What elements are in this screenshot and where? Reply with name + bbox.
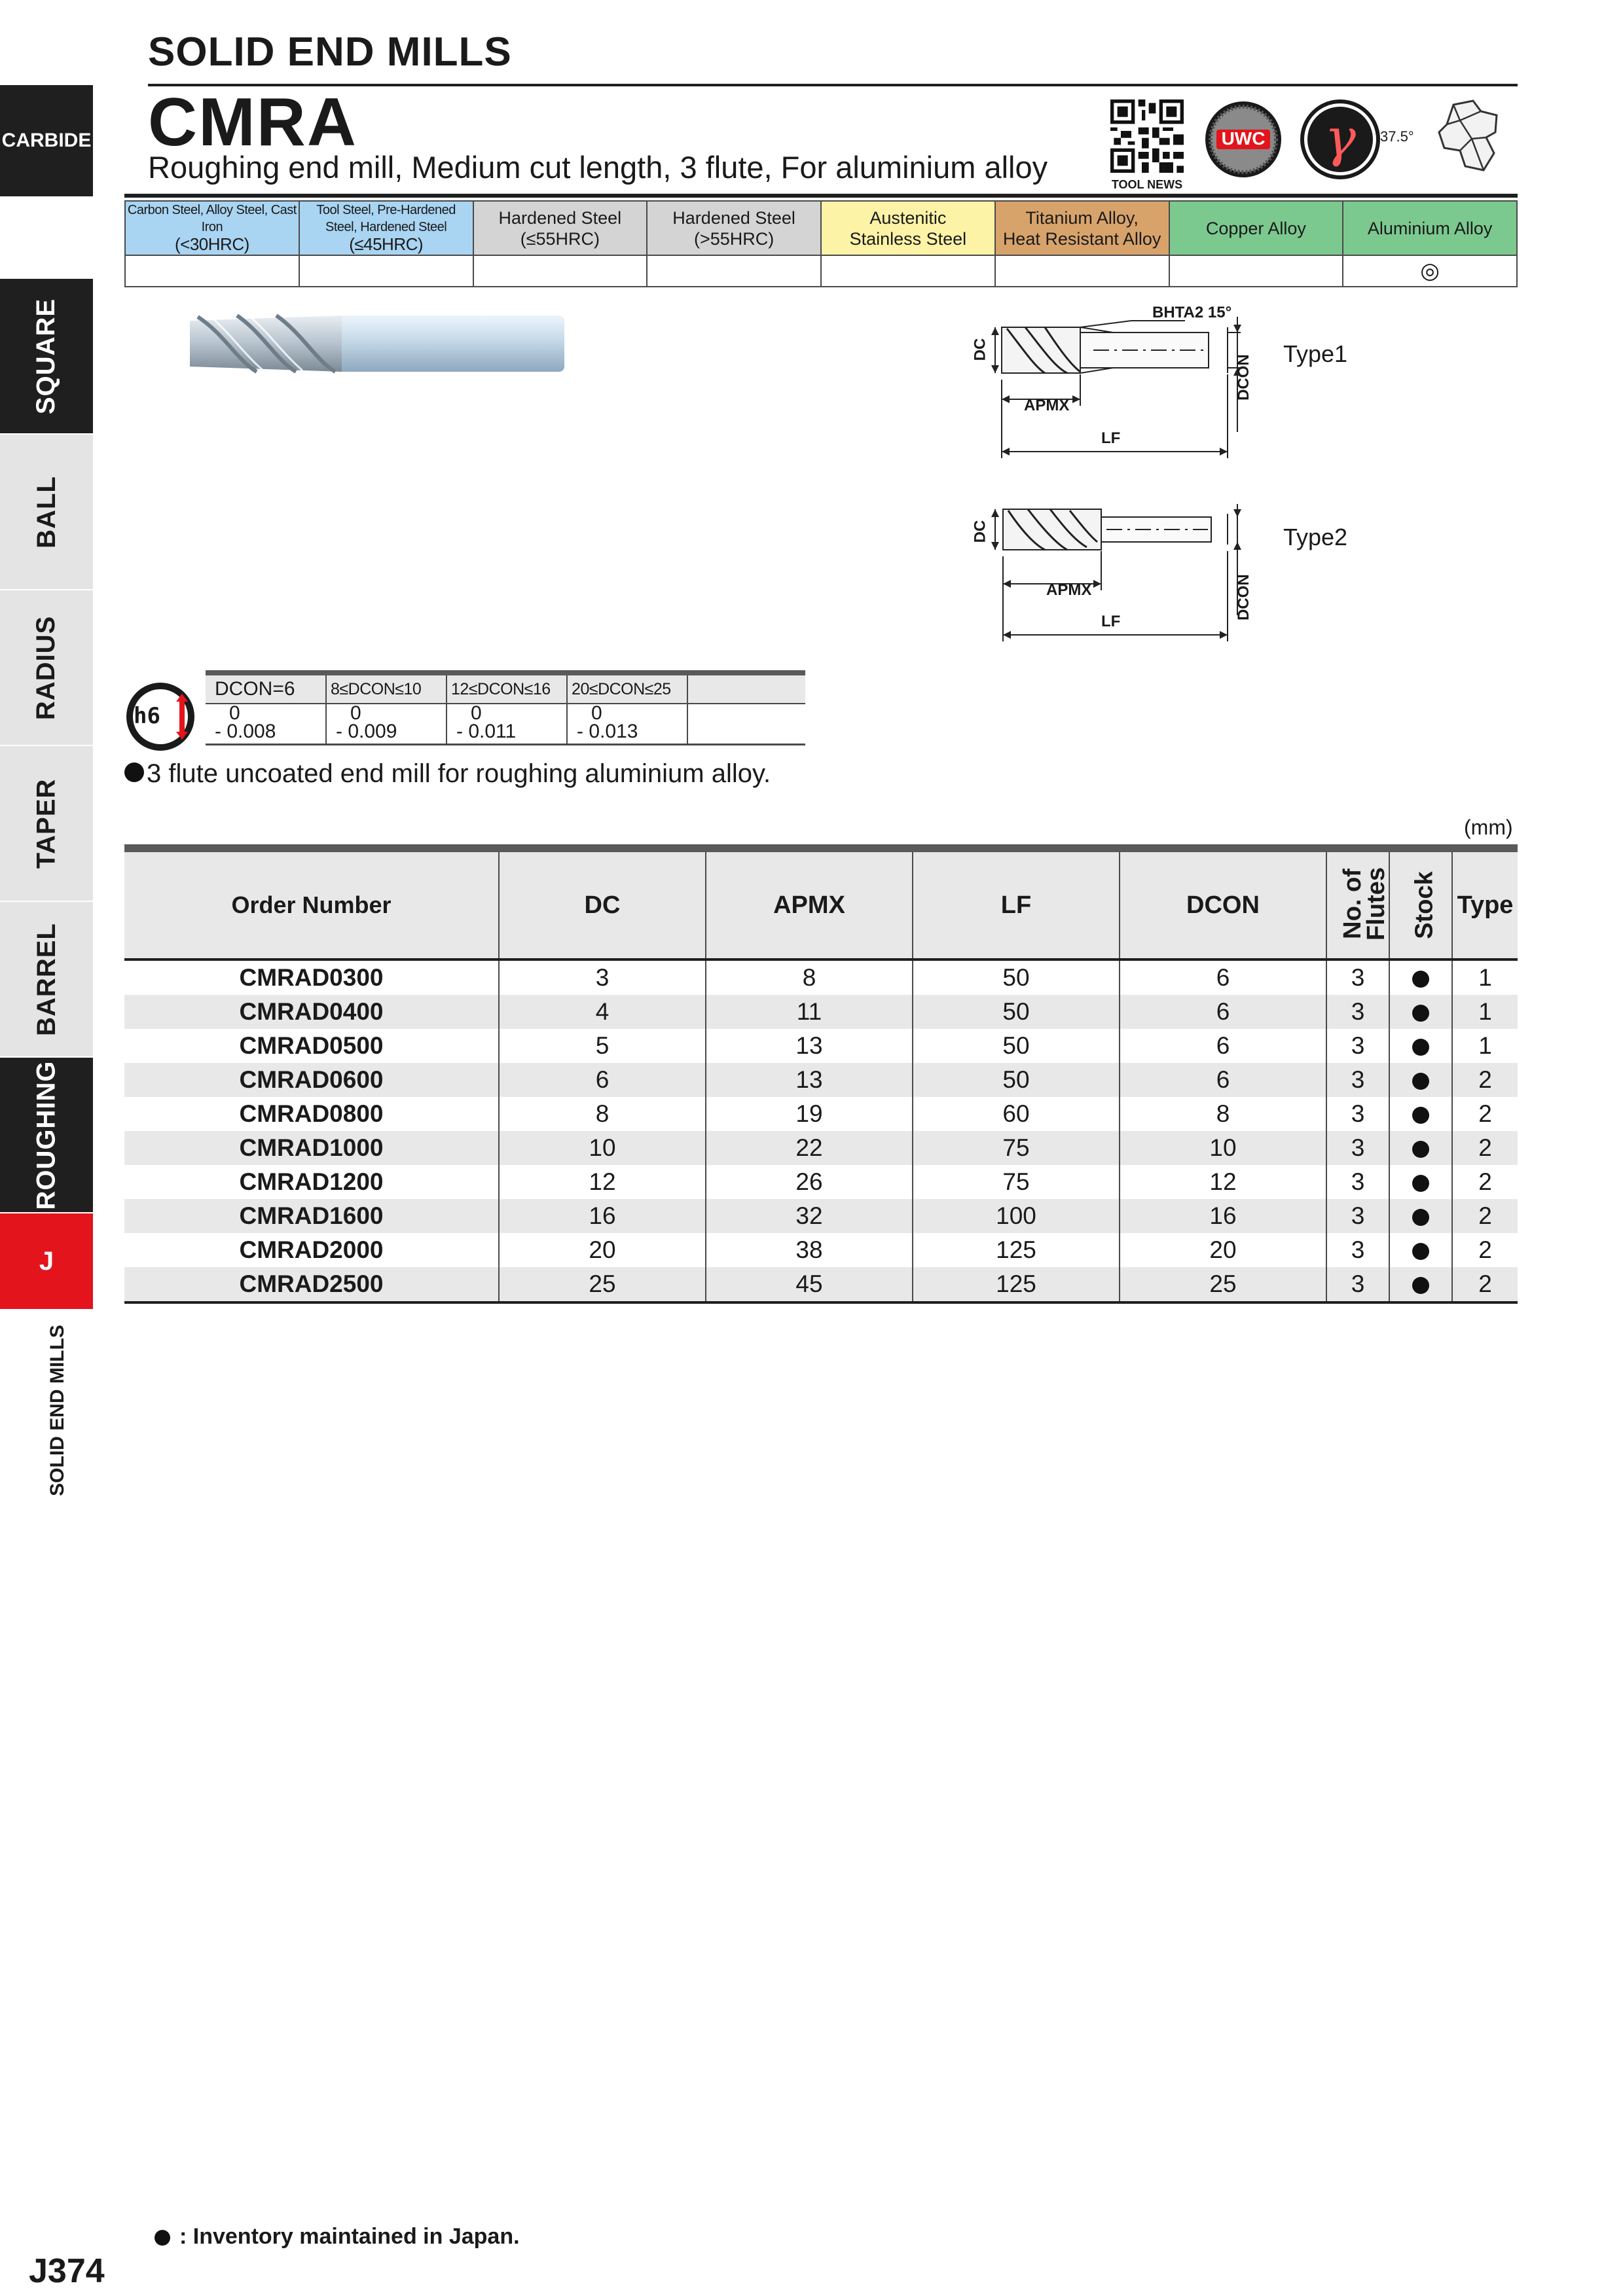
rake-angle-icon [1300, 99, 1380, 179]
cell-dc: 3 [499, 960, 706, 995]
col-dcon: DCON [1120, 848, 1326, 960]
product-table [124, 844, 1518, 1304]
cell-apmx: 38 [706, 1233, 913, 1267]
rating-aluminium-alloy: ◎ [1343, 255, 1517, 287]
tab-taper-label: TAPER [31, 778, 61, 869]
material-copper-alloy: Copper Alloy [1169, 201, 1343, 255]
cell-order: CMRAD2500 [124, 1267, 499, 1302]
stock-dot-icon [1412, 1209, 1429, 1226]
tab-carbide[interactable] [0, 85, 93, 196]
cell-type: 1 [1452, 995, 1518, 1029]
bullet-icon [124, 762, 144, 782]
cell-lf: 50 [913, 995, 1120, 1029]
col-lf: LF [913, 848, 1120, 960]
stock-dot-icon [1412, 1039, 1429, 1056]
material-aluminium-alloy: Aluminium Alloy [1343, 201, 1517, 255]
cell-apmx: 45 [706, 1267, 913, 1302]
cell-dc: 6 [499, 1063, 706, 1097]
col-flutes: No. of Flutes [1326, 848, 1389, 960]
cell-lf: 100 [913, 1199, 1120, 1233]
cell-dc: 5 [499, 1029, 706, 1063]
cell-dcon: 6 [1120, 1063, 1326, 1097]
cell-type: 2 [1452, 1199, 1518, 1233]
rating-carbon-steel [125, 255, 299, 287]
tab-taper[interactable] [0, 746, 93, 901]
cell-order: CMRAD1600 [124, 1199, 499, 1233]
cell-dc: 16 [499, 1199, 706, 1233]
cell-stock [1389, 1097, 1452, 1131]
unit-note: (mm) [1464, 816, 1513, 839]
h6-label: h6 [134, 703, 160, 729]
tol-head-2: 8≤DCON≤10 [326, 673, 447, 704]
cell-apmx: 19 [706, 1097, 913, 1131]
stock-dot-icon [1412, 971, 1429, 988]
cell-apmx: 8 [706, 960, 913, 995]
tol-value-5 [687, 704, 805, 745]
tab-square[interactable] [0, 279, 93, 433]
cell-order: CMRAD1200 [239, 1168, 384, 1195]
material-suitability-table [124, 200, 1518, 287]
tab-chapter-j[interactable] [0, 1213, 93, 1309]
feature-text: 3 flute uncoated end mill for roughing aluminium alloy. [147, 759, 771, 788]
cell-flutes: 3 [1326, 1131, 1389, 1165]
rating-tool-steel [299, 255, 473, 287]
table-row [124, 1097, 1518, 1131]
table-row [124, 1199, 1518, 1233]
cell-order: CMRAD2000 [239, 1236, 384, 1263]
dim-apmx-type2: APMX [1046, 581, 1092, 599]
cell-dcon: 16 [1120, 1199, 1326, 1233]
col-stock: Stock [1389, 848, 1452, 960]
tab-barrel-label: BARREL [31, 922, 61, 1036]
page-number: J374 [29, 2252, 105, 2290]
dim-dc-type2: DC [971, 520, 989, 543]
cell-lf: 50 [913, 960, 1120, 995]
cell-order: CMRAD0300 [239, 964, 384, 991]
cell-type: 2 [1452, 1267, 1518, 1302]
chapter-label [0, 1316, 115, 1505]
rating-stainless-steel [821, 255, 995, 287]
cell-flutes: 3 [1326, 1267, 1389, 1302]
cell-lf: 50 [913, 1063, 1120, 1097]
cell-order: CMRAD0500 [239, 1032, 384, 1059]
material-hardened-steel-over-55: Hardened Steel (>55HRC) [647, 201, 821, 255]
cell-type: 1 [1452, 960, 1518, 995]
cell-dc: 20 [499, 1233, 706, 1267]
stock-legend [155, 2224, 520, 2250]
tab-square-label: SQUARE [31, 298, 61, 414]
tab-barrel[interactable] [0, 902, 93, 1056]
cell-stock [1389, 1063, 1452, 1097]
tol-value-4: 0 - 0.013 [567, 704, 687, 745]
cell-lf: 125 [913, 1233, 1120, 1267]
h6-tolerance-icon [124, 681, 196, 753]
cell-lf: 75 [913, 1131, 1120, 1165]
table-row [124, 1267, 1518, 1302]
stock-dot-icon [1412, 1005, 1429, 1022]
cell-stock [1389, 1267, 1452, 1302]
type2-label: Type2 [1283, 524, 1348, 550]
cell-flutes: 3 [1326, 1097, 1389, 1131]
cell-dcon: 8 [1120, 1097, 1326, 1131]
tol-value-1: 0 - 0.008 [206, 704, 326, 745]
material-stainless-steel: Austenitic Stainless Steel [821, 201, 995, 255]
rating-titanium-alloy [995, 255, 1169, 287]
tol-value-2: 0 - 0.009 [326, 704, 447, 745]
table-row [124, 1131, 1518, 1165]
cell-order: CMRAD0600 [124, 1063, 499, 1097]
tab-chapter-j-label: J [39, 1246, 54, 1276]
cell-dc: 8 [499, 1097, 706, 1131]
rating-hardened-steel-55 [473, 255, 647, 287]
cell-flutes: 3 [1326, 1233, 1389, 1267]
stock-dot-icon [1412, 1243, 1429, 1260]
cell-type: 2 [1452, 1131, 1518, 1165]
cell-order: CMRAD0800 [239, 1100, 384, 1127]
cell-type: 1 [1452, 1029, 1518, 1063]
cell-type: 2 [1452, 1165, 1518, 1199]
qr-label: TOOL NEWS [1111, 178, 1183, 191]
header-rule [124, 194, 1518, 198]
cell-stock [1389, 1029, 1452, 1063]
type1-label: Type1 [1283, 340, 1348, 367]
material-tool-steel: Tool Steel, Pre-Hardened Steel, Hardened Steel (≤45HRC) [299, 201, 473, 255]
material-carbon-steel: Carbon Steel, Alloy Steel, Cast Iron (<30HRC) [125, 201, 299, 255]
cell-dc: 12 [499, 1165, 706, 1199]
legend-text: : Inventory maintained in Japan. [179, 2224, 520, 2249]
cell-stock [1389, 1233, 1452, 1267]
material-hardened-steel-55: Hardened Steel (≤55HRC) [473, 201, 647, 255]
cell-type: 2 [1452, 1063, 1518, 1097]
table-row [124, 960, 1518, 995]
tolerance-table [206, 670, 805, 745]
material-titanium-alloy: Titanium Alloy, Heat Resistant Alloy [995, 201, 1169, 255]
uwc-badge-icon [1203, 99, 1283, 179]
cell-dc: 25 [499, 1267, 706, 1302]
tab-carbide-label: CARBIDE [1, 130, 92, 151]
tol-head-4: 20≤DCON≤25 [567, 673, 687, 704]
cell-stock [1389, 960, 1452, 995]
tol-head-1: DCON=6 [206, 673, 326, 704]
cell-dcon: 6 [1120, 960, 1326, 995]
cell-apmx: 26 [706, 1165, 913, 1199]
table-row [124, 995, 1518, 1029]
cell-apmx: 13 [706, 1029, 913, 1063]
cell-flutes: 3 [1326, 960, 1389, 995]
cell-lf: 75 [913, 1165, 1120, 1199]
dim-lf-type2: LF [1101, 613, 1121, 630]
dim-bhta-type1: BHTA2 15° [1152, 304, 1232, 321]
table-row [124, 1165, 1518, 1199]
cell-dcon: 10 [1120, 1131, 1326, 1165]
tol-head-3: 12≤DCON≤16 [447, 673, 567, 704]
col-order-number: Order Number [124, 848, 499, 960]
cell-flutes: 3 [1326, 1063, 1389, 1097]
rake-symbol: γ [1324, 107, 1356, 168]
cell-dcon: 6 [1120, 1029, 1326, 1063]
stock-dot-icon [1412, 1277, 1429, 1294]
cell-dcon: 20 [1120, 1233, 1326, 1267]
cell-apmx: 32 [706, 1199, 913, 1233]
table-row [124, 1063, 1518, 1097]
product-photo [185, 308, 577, 380]
rating-copper-alloy [1169, 255, 1343, 287]
rating-hardened-steel-over-55 [647, 255, 821, 287]
uwc-badge-text: UWC [1221, 128, 1266, 149]
tol-head-5 [687, 673, 805, 704]
cell-stock [1389, 995, 1452, 1029]
cell-dc: 4 [499, 995, 706, 1029]
chapter-label-text: SOLID END MILLS [46, 1325, 69, 1496]
tab-radius-label: RADIUS [31, 615, 61, 720]
model-name: CMRA [148, 84, 357, 160]
cell-dcon: 12 [1120, 1165, 1326, 1199]
section-title: SOLID END MILLS [148, 29, 512, 75]
cell-stock [1389, 1131, 1452, 1165]
product-subtitle: Roughing end mill, Medium cut length, 3 flute, For aluminium alloy [148, 150, 1048, 185]
col-apmx: APMX [706, 848, 913, 960]
feature-note [124, 759, 771, 789]
cell-flutes: 3 [1326, 1029, 1389, 1063]
tab-radius[interactable] [0, 590, 93, 745]
cell-apmx: 22 [706, 1131, 913, 1165]
cell-apmx: 13 [706, 1063, 913, 1097]
table-row [124, 1233, 1518, 1267]
dim-dcon-type2: DCON [1235, 574, 1252, 620]
cell-flutes: 3 [1326, 1199, 1389, 1233]
qr-code-icon[interactable] [1110, 99, 1184, 177]
cell-type: 2 [1452, 1233, 1518, 1267]
cell-apmx: 11 [706, 995, 913, 1029]
tol-value-3: 0 - 0.011 [447, 704, 567, 745]
cell-dcon: 6 [1120, 995, 1326, 1029]
tab-roughing[interactable] [0, 1058, 93, 1212]
table-row [124, 1029, 1518, 1063]
stock-dot-icon [1412, 1073, 1429, 1090]
cell-order: CMRAD1000 [124, 1131, 499, 1165]
cell-lf: 125 [913, 1267, 1120, 1302]
helix-angle-icon [1434, 98, 1499, 177]
col-dc: DC [499, 848, 706, 960]
cell-flutes: 3 [1326, 1165, 1389, 1199]
tab-ball[interactable] [0, 435, 93, 589]
legend-dot-icon [155, 2230, 170, 2246]
cell-flutes: 3 [1326, 995, 1389, 1029]
cell-lf: 50 [913, 1029, 1120, 1063]
stock-dot-icon [1412, 1175, 1429, 1192]
dim-apmx-type1: APMX [1024, 397, 1070, 414]
tab-ball-label: BALL [31, 475, 61, 548]
cell-stock [1389, 1165, 1452, 1199]
dim-dc-type1: DC [971, 338, 989, 361]
dimension-drawing [930, 301, 1519, 655]
tab-roughing-label: ROUGHING [31, 1060, 61, 1210]
dim-lf-type1: LF [1101, 429, 1121, 447]
cell-stock [1389, 1199, 1452, 1233]
cell-type: 2 [1452, 1097, 1518, 1131]
dim-dcon-type1: DCON [1235, 354, 1252, 401]
cell-order: CMRAD0400 [124, 995, 499, 1029]
stock-dot-icon [1412, 1107, 1429, 1124]
helix-angle-value: 37.5° [1380, 128, 1414, 145]
stock-dot-icon [1412, 1141, 1429, 1158]
col-type: Type [1452, 848, 1518, 960]
cell-dc: 10 [499, 1131, 706, 1165]
cell-lf: 60 [913, 1097, 1120, 1131]
cell-dcon: 25 [1120, 1267, 1326, 1302]
